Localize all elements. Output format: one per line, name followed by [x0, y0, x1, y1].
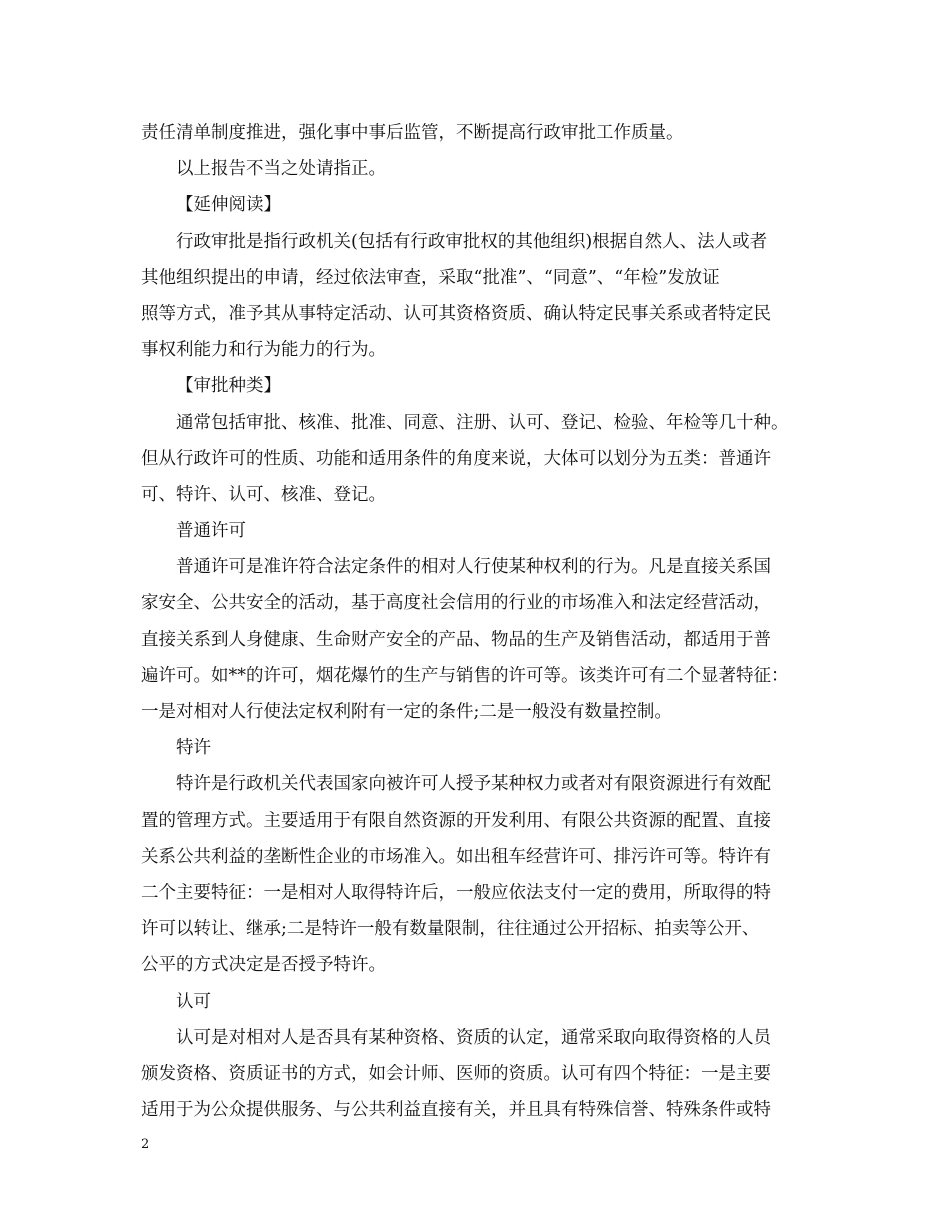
text-line: 照等方式，准予其从事特定活动、认可其资格资质、确认特定民事关系或者特定民 — [141, 303, 771, 324]
text-line: 其他组织提出的申请，经过依法审查，采取“批准”、“同意”、“年检”发放证 — [141, 267, 720, 288]
text-line: 置的管理方式。主要适用于有限自然资源的开发利用、有限公共资源的配置、直接 — [141, 810, 771, 831]
text-line: 责任清单制度推进，强化事中事后监管，不断提高行政审批工作质量。 — [141, 123, 684, 143]
text-line: 普通许可是准许符合法定条件的相对人行使某种权利的行为。凡是直接关系国 — [176, 557, 771, 578]
text-line: 公平的方式决定是否授予特许。 — [141, 955, 386, 976]
text-line: 特许 — [176, 738, 211, 759]
text-line: 颁发资格、资质证书的方式，如会计师、医师的资质。认可有四个特征：一是主要 — [141, 1063, 771, 1084]
text-line: 可、特许、认可、核准、登记。 — [141, 484, 386, 505]
text-line: 认可 — [176, 991, 211, 1012]
text-line: 以上报告不当之处请指正。 — [176, 159, 386, 180]
text-line: 认可是对相对人是否具有某种资格、资质的认定，通常采取向取得资格的人员 — [176, 1027, 771, 1048]
text-line: 但从行政许可的性质、功能和适用条件的角度来说，大体可以划分为五类：普通许 — [141, 448, 771, 469]
text-line: 适用于为公众提供服务、与公共利益直接有关，并且具有特殊信誉、特殊条件或特 — [141, 1100, 771, 1121]
text-line: 事权利能力和行为能力的行为。 — [141, 340, 386, 361]
text-line: 二个主要特征：一是相对人取得特许后，一般应依法支付一定的费用，所取得的特 — [141, 882, 771, 903]
page-number: 2 — [141, 1137, 150, 1152]
text-line: 遍许可。如**的许可，烟花爆竹的生产与销售的许可等。该类许可有二个显著特征： — [141, 665, 789, 686]
text-line: 【延伸阅读】 — [176, 195, 281, 216]
text-line: 关系公共利益的垄断性企业的市场准入。如出租车经营许可、排污许可等。特许有 — [141, 846, 771, 867]
text-line: 许可以转让、继承;二是特许一般有数量限制，往往通过公开招标、拍卖等公开、 — [141, 919, 760, 940]
text-line: 直接关系到人身健康、生命财产安全的产品、物品的生产及销售活动，都适用于普 — [141, 629, 771, 650]
text-line: 【审批种类】 — [176, 376, 281, 397]
text-line: 特许是行政机关代表国家向被许可人授予某种权力或者对有限资源进行有效配 — [176, 774, 771, 795]
text-line: 行政审批是指行政机关(包括有行政审批权的其他组织)根据自然人、法人或者 — [176, 231, 768, 252]
text-line: 一是对相对人行使法定权利附有一定的条件;二是一般没有数量控制。 — [141, 702, 672, 722]
text-line: 通常包括审批、核准、批准、同意、注册、认可、登记、检验、年检等几十种。 — [176, 412, 789, 433]
document-body — [141, 115, 841, 1128]
text-line: 普通许可 — [176, 521, 246, 542]
text-line: 家安全、公共安全的活动，基于高度社会信用的行业的市场准入和法定经营活动， — [141, 593, 771, 614]
